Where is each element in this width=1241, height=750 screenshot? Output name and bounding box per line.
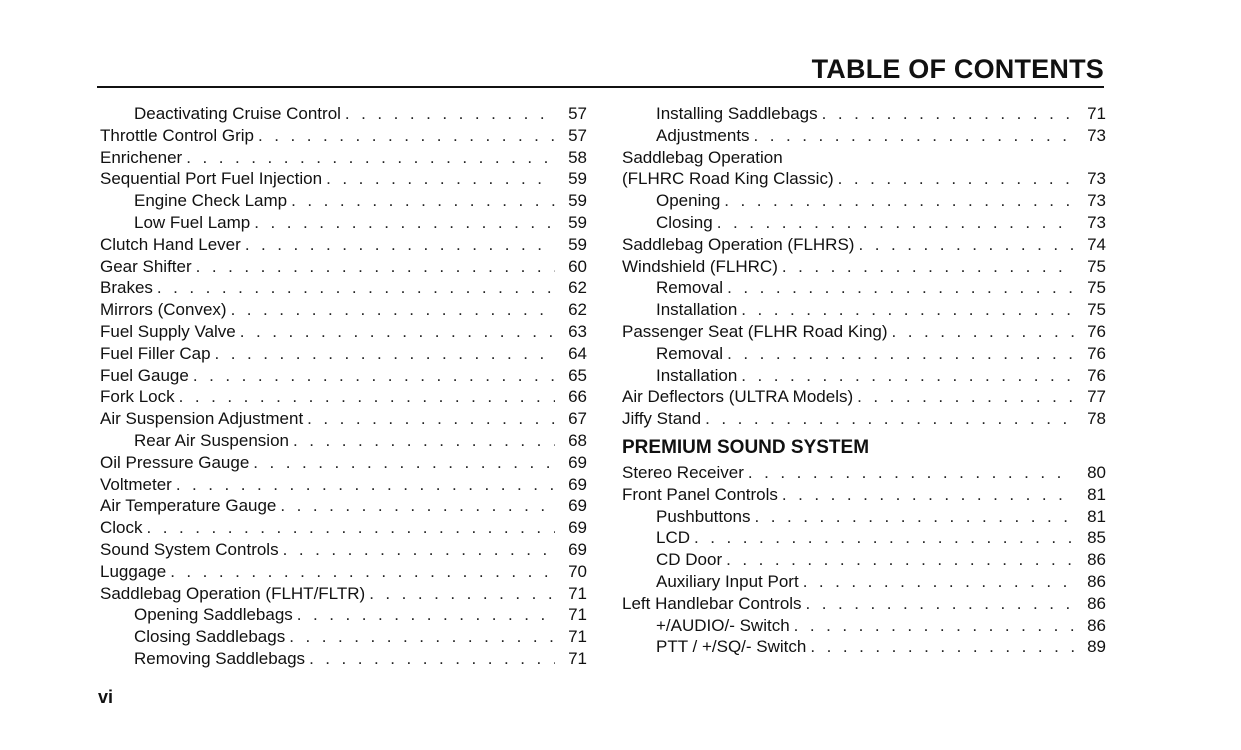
dot-leader <box>834 168 1074 190</box>
toc-entry <box>100 168 587 190</box>
dot-leader <box>276 495 555 517</box>
toc-entry-label: Mirrors (Convex) <box>100 300 227 320</box>
toc-left-column <box>100 103 587 670</box>
dot-leader <box>778 256 1074 278</box>
toc-entry-label: Deactivating Cruise Control <box>134 104 341 123</box>
toc-entry <box>622 147 1106 169</box>
toc-entry <box>100 583 587 605</box>
page-number: vi <box>98 687 114 707</box>
toc-entry-label: Fuel Filler Cap <box>100 343 211 363</box>
dot-leader <box>750 125 1074 147</box>
toc-entry-label: Luggage <box>100 561 167 581</box>
toc-entry-page: 76 <box>1087 321 1106 341</box>
toc-entry-label: Sequential Port Fuel Injection <box>100 169 323 189</box>
toc-right-top-list <box>622 103 1106 430</box>
dot-leader <box>189 365 555 387</box>
toc-entry-label: Fork Lock <box>100 387 175 407</box>
page-title: TABLE OF CONTENTS <box>811 54 1104 84</box>
dot-leader <box>143 517 555 539</box>
dot-leader <box>737 365 1074 387</box>
toc-entry-page: 67 <box>568 409 587 429</box>
toc-entry-label: Removal <box>656 343 724 363</box>
dot-leader <box>723 343 1074 365</box>
toc-entry <box>100 474 587 496</box>
toc-entry <box>100 256 587 278</box>
dot-leader <box>192 256 555 278</box>
dot-leader <box>254 125 555 147</box>
toc-entry-label: Stereo Receiver <box>622 462 744 482</box>
toc-entry-page: 81 <box>1087 506 1106 526</box>
toc-entry-page: 62 <box>568 278 587 298</box>
toc-entry <box>100 103 587 125</box>
dot-leader <box>289 430 555 452</box>
dot-leader <box>701 408 1074 430</box>
toc-entry-label: Installation <box>656 300 738 320</box>
dot-leader <box>751 506 1074 528</box>
toc-entry-label: Removal <box>656 278 724 298</box>
toc-entry-page: 71 <box>568 648 587 668</box>
toc-entry-page: 57 <box>568 125 587 145</box>
toc-entry-label: Front Panel Controls <box>622 484 778 504</box>
toc-entry-label: Pushbuttons <box>656 506 751 526</box>
toc-entry-label: Passenger Seat (FLHR Road King) <box>622 321 888 341</box>
toc-entry <box>100 147 587 169</box>
toc-entry-label: Oil Pressure Gauge <box>100 452 250 472</box>
toc-entry-page: 77 <box>1087 387 1106 407</box>
toc-entry-label: Installation <box>656 365 738 385</box>
toc-entry-page: 63 <box>568 321 587 341</box>
toc-entry <box>622 462 1106 484</box>
toc-entry-label: Windshield (FLHRC) <box>622 256 778 276</box>
toc-entry-label: +/AUDIO/- Switch <box>656 615 790 635</box>
dot-leader <box>279 539 555 561</box>
toc-entry <box>100 408 587 430</box>
dot-leader <box>166 561 555 583</box>
toc-entry <box>100 190 587 212</box>
dot-leader <box>818 103 1074 125</box>
dot-leader <box>211 343 555 365</box>
toc-entry-page: 60 <box>568 256 587 276</box>
toc-entry <box>100 365 587 387</box>
toc-entry-page: 69 <box>568 474 587 494</box>
dot-leader <box>182 147 555 169</box>
toc-entry <box>622 277 1106 299</box>
toc-entry <box>622 365 1106 387</box>
toc-entry <box>622 615 1106 637</box>
toc-entry <box>622 234 1106 256</box>
dot-leader <box>690 527 1074 549</box>
toc-entry-page: 80 <box>1087 462 1106 482</box>
toc-entry <box>100 430 587 452</box>
toc-entry-page: 70 <box>568 561 587 581</box>
toc-entry-page: 81 <box>1087 484 1106 504</box>
section-heading: PREMIUM SOUND SYSTEM <box>622 436 870 458</box>
toc-entry-page: 86 <box>1087 571 1106 591</box>
toc-entry <box>622 190 1106 212</box>
toc-entry-label: Enrichener <box>100 147 183 167</box>
toc-entry-label: Jiffy Stand <box>622 409 702 429</box>
toc-entry <box>622 168 1106 190</box>
toc-entry-page: 59 <box>568 191 587 211</box>
dot-leader <box>722 549 1074 571</box>
toc-entry-label: LCD <box>656 528 691 548</box>
dot-leader <box>854 234 1074 256</box>
toc-entry-page: 62 <box>568 300 587 320</box>
toc-entry <box>100 648 587 670</box>
toc-entry-label: Opening <box>656 191 721 211</box>
toc-entry <box>100 234 587 256</box>
toc-entry-label: Voltmeter <box>100 474 172 494</box>
toc-entry-label: Air Deflectors (ULTRA Models) <box>622 387 854 407</box>
toc-entry-label: Closing <box>656 212 713 232</box>
toc-entry-label: Fuel Supply Valve <box>100 321 236 341</box>
toc-entry-page: 76 <box>1087 365 1106 385</box>
toc-entry-label: (FLHRC Road King Classic) <box>622 169 834 189</box>
toc-entry-page: 73 <box>1087 169 1106 189</box>
toc-entry-page: 59 <box>568 212 587 232</box>
toc-entry-label: Brakes <box>100 278 153 298</box>
toc-entry-page: 86 <box>1087 593 1106 613</box>
toc-entry <box>100 604 587 626</box>
toc-entry <box>100 539 587 561</box>
toc-entry <box>100 212 587 234</box>
toc-entry-label: Clutch Hand Lever <box>100 234 241 254</box>
toc-entry-label: Rear Air Suspension <box>134 430 289 450</box>
toc-entry-page: 75 <box>1087 256 1106 276</box>
toc-entry <box>100 517 587 539</box>
toc-entry <box>622 636 1106 658</box>
toc-entry <box>622 212 1106 234</box>
dot-leader <box>720 190 1074 212</box>
toc-entry-label: CD Door <box>656 550 723 570</box>
toc-entry-label: Auxiliary Input Port <box>656 571 799 591</box>
dot-leader <box>341 103 555 125</box>
toc-entry-page: 73 <box>1087 212 1106 232</box>
toc-right-column <box>622 103 1106 658</box>
toc-entry <box>100 299 587 321</box>
toc-entry-page: 59 <box>568 234 587 254</box>
dot-leader <box>303 408 555 430</box>
toc-entry <box>100 495 587 517</box>
dot-leader <box>241 234 555 256</box>
toc-entry-label: Adjustments <box>656 125 750 145</box>
dot-leader <box>790 615 1074 637</box>
dot-leader <box>744 462 1074 484</box>
dot-leader <box>806 636 1074 658</box>
toc-entry-label: Saddlebag Operation (FLHRS) <box>622 234 855 254</box>
dot-leader <box>236 321 555 343</box>
toc-entry <box>622 408 1106 430</box>
dot-leader <box>713 212 1074 234</box>
toc-entry <box>100 386 587 408</box>
toc-entry <box>622 527 1106 549</box>
toc-entry-label: Air Temperature Gauge <box>100 496 277 516</box>
toc-entry <box>100 321 587 343</box>
toc-entry <box>622 386 1106 408</box>
toc-entry <box>100 277 587 299</box>
toc-entry-page: 71 <box>568 627 587 647</box>
dot-leader <box>799 571 1074 593</box>
toc-entry-label: Saddlebag Operation (FLHT/FLTR) <box>100 583 366 603</box>
toc-entry-page: 57 <box>568 104 587 123</box>
dot-leader <box>778 484 1074 506</box>
toc-entry-label: PTT / +/SQ/- Switch <box>656 637 807 657</box>
toc-entry-page: 68 <box>568 430 587 450</box>
dot-leader <box>287 190 555 212</box>
toc-entry-page: 89 <box>1087 637 1106 657</box>
toc-entry <box>622 549 1106 571</box>
toc-entry-label: Low Fuel Lamp <box>134 212 251 232</box>
toc-entry-page: 69 <box>568 539 587 559</box>
toc-entry-page: 69 <box>568 452 587 472</box>
toc-entry-page: 71 <box>1087 104 1106 123</box>
dot-leader <box>249 452 555 474</box>
toc-entry-page: 74 <box>1087 234 1106 254</box>
toc-entry-page: 71 <box>568 605 587 625</box>
toc-entry-label: Installing Saddlebags <box>656 104 818 123</box>
toc-entry <box>100 452 587 474</box>
dot-leader <box>853 386 1074 408</box>
toc-entry-page: 86 <box>1087 615 1106 635</box>
toc-entry-page: 75 <box>1087 300 1106 320</box>
toc-entry-page: 76 <box>1087 343 1106 363</box>
toc-entry-page: 66 <box>568 387 587 407</box>
toc-entry <box>100 626 587 648</box>
toc-entry-label: Engine Check Lamp <box>134 191 288 211</box>
toc-entry-page: 73 <box>1087 125 1106 145</box>
toc-entry-label: Saddlebag Operation <box>622 147 783 167</box>
dot-leader <box>322 168 555 190</box>
dot-leader <box>175 386 555 408</box>
toc-entry <box>622 484 1106 506</box>
toc-entry-label: Clock <box>100 518 143 538</box>
toc-entry <box>100 561 587 583</box>
toc-entry <box>622 593 1106 615</box>
toc-entry-label: Removing Saddlebags <box>134 648 306 668</box>
toc-entry <box>622 571 1106 593</box>
toc-entry-label: Opening Saddlebags <box>134 605 293 625</box>
toc-entry-page: 73 <box>1087 191 1106 211</box>
toc-entry-label: Air Suspension Adjustment <box>100 409 304 429</box>
toc-entry <box>622 256 1106 278</box>
toc-entry-page: 69 <box>568 518 587 538</box>
toc-right-bottom-list <box>622 462 1106 658</box>
dot-leader <box>365 583 555 605</box>
toc-entry-page: 75 <box>1087 278 1106 298</box>
dot-leader <box>888 321 1074 343</box>
toc-entry-page: 71 <box>568 583 587 603</box>
toc-entry <box>622 299 1106 321</box>
toc-entry <box>622 343 1106 365</box>
title-rule <box>97 86 1104 88</box>
toc-entry <box>100 125 587 147</box>
toc-entry-page: 58 <box>568 147 587 167</box>
toc-entry-page: 59 <box>568 169 587 189</box>
toc-entry-page: 86 <box>1087 550 1106 570</box>
toc-entry <box>622 125 1106 147</box>
dot-leader <box>293 604 555 626</box>
toc-entry-page: 65 <box>568 365 587 385</box>
dot-leader <box>250 212 555 234</box>
dot-leader <box>285 626 555 648</box>
toc-entry-page: 69 <box>568 496 587 516</box>
toc-entry <box>622 321 1106 343</box>
toc-entry <box>622 506 1106 528</box>
toc-entry-label: Sound System Controls <box>100 539 279 559</box>
toc-entry-label: Throttle Control Grip <box>100 125 254 145</box>
toc-entry <box>100 343 587 365</box>
dot-leader <box>227 299 555 321</box>
dot-leader <box>737 299 1074 321</box>
toc-entry-label: Closing Saddlebags <box>134 627 286 647</box>
toc-entry-label: Gear Shifter <box>100 256 192 276</box>
toc-entry-page: 64 <box>568 343 587 363</box>
dot-leader <box>153 277 555 299</box>
toc-entry <box>622 103 1106 125</box>
toc-entry-label: Left Handlebar Controls <box>622 593 802 613</box>
dot-leader <box>172 474 555 496</box>
toc-entry-label: Fuel Gauge <box>100 365 189 385</box>
dot-leader <box>802 593 1074 615</box>
dot-leader <box>723 277 1074 299</box>
toc-entry-page: 85 <box>1087 528 1106 548</box>
toc-entry-page: 78 <box>1087 409 1106 429</box>
dot-leader <box>305 648 555 670</box>
